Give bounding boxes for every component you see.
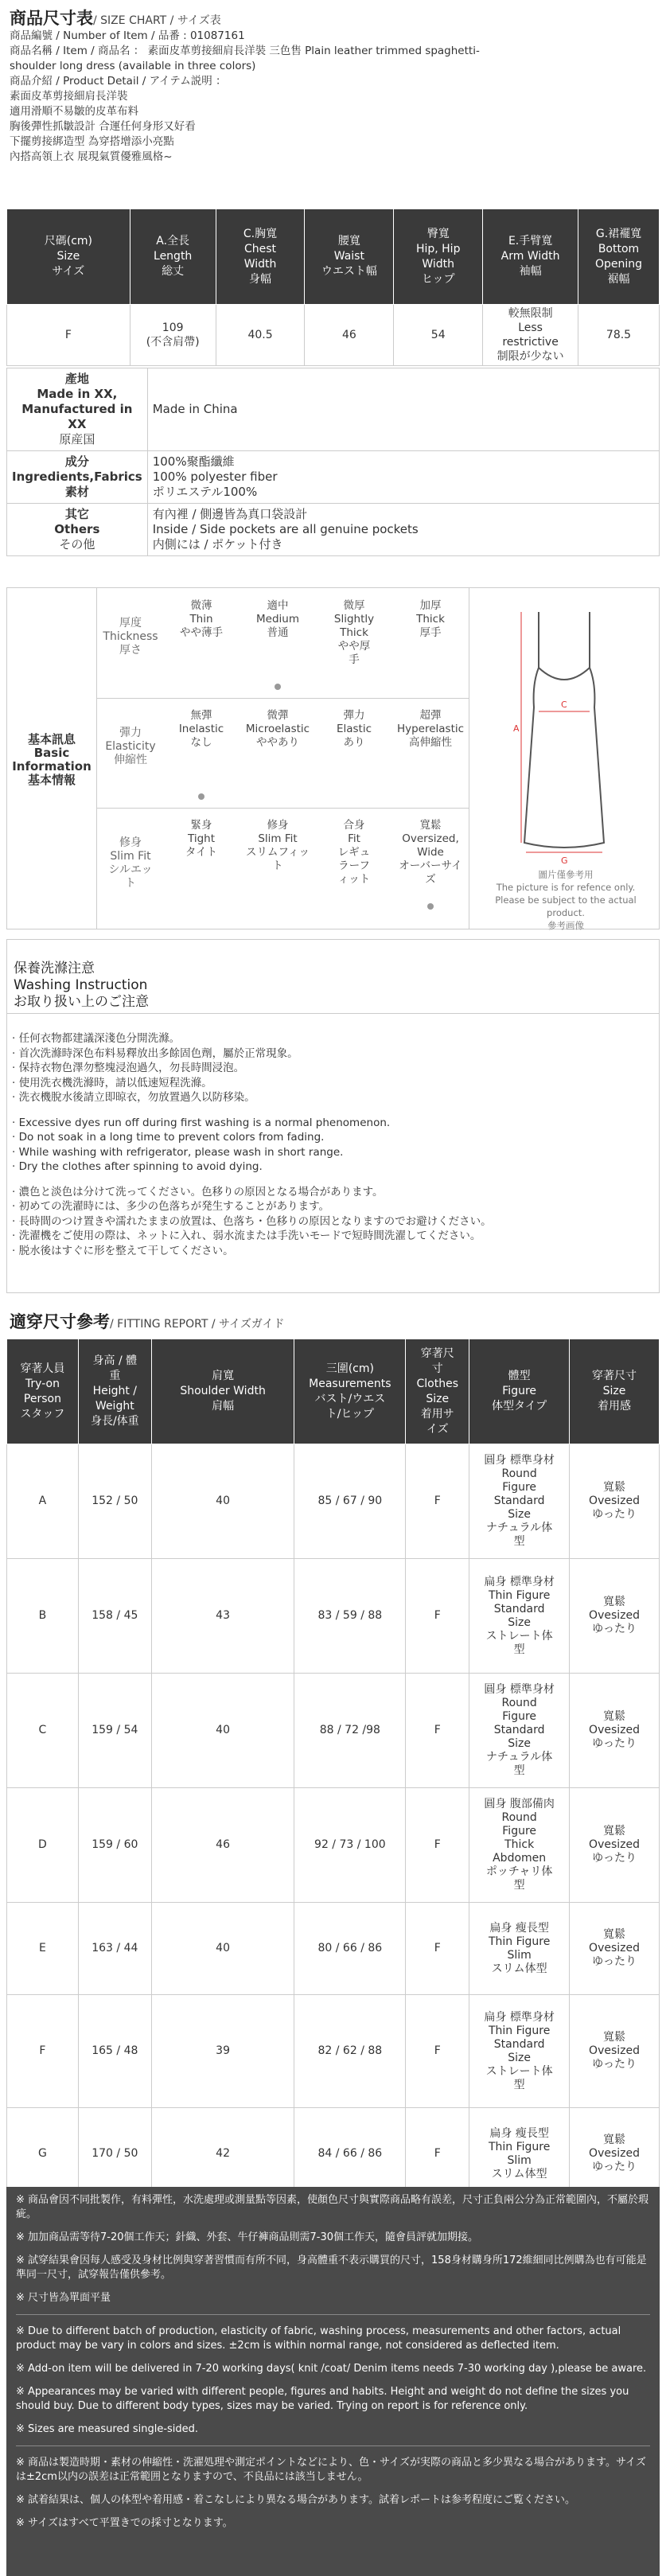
header-line: 內搭高領上衣 展現氣質優雅風格~ bbox=[10, 150, 173, 163]
fitting-cell: F bbox=[406, 1788, 469, 1903]
fitting-cell: F bbox=[406, 2108, 469, 2200]
fitting-cell: F bbox=[406, 1444, 469, 1559]
fitting-cell: F bbox=[7, 1995, 79, 2108]
basic-option: 無彈 Inelastic なし bbox=[178, 709, 224, 749]
fitting-cell: 扁身 標準身材 Thin Figure Standard Size ストレート体 型 bbox=[469, 1995, 570, 2108]
svg-text:A: A bbox=[513, 723, 520, 734]
fitting-cell: 寬鬆 Ovesized ゆったり bbox=[570, 1559, 660, 1674]
header-line: shoulder long dress (available in three colors) bbox=[10, 60, 256, 72]
fitting-cell: 159 / 60 bbox=[78, 1788, 151, 1903]
fitting-cell: 83 / 59 / 88 bbox=[294, 1559, 406, 1674]
size-header: 臀寬 Hip, Hip Width ヒップ bbox=[394, 209, 483, 305]
header-line: 胸後彈性抓皺設計 合運任何身形又好看 bbox=[10, 120, 196, 133]
dress-diagram bbox=[493, 604, 636, 867]
fitting-cell: D bbox=[7, 1788, 79, 1903]
size-header: E.手臂寬 Arm Width 袖幅 bbox=[483, 209, 578, 305]
note-line: ※ Sizes are measured single-sided. bbox=[16, 2423, 199, 2435]
basic-row-label: 彈力 Elasticity 伸縮性 bbox=[105, 727, 156, 766]
basic-row-label: 厚度 Thickness 厚さ bbox=[103, 617, 158, 657]
table-row bbox=[7, 1674, 660, 1788]
note-line: ※ 試穿結果會因每人感受及身材比例與穿著習慣而有所不同，身高體重不表示購買的尺寸，158身材購身所172維細同比例購為也有可能是準同一尺寸，試穿報告僅供參考。 bbox=[16, 2254, 647, 2281]
basic-option: 合身 Fit レギュ ラーフ ィット bbox=[337, 819, 371, 886]
svg-text:C: C bbox=[561, 700, 567, 710]
fitting-header: 肩寬 Shoulder Width 肩幅 bbox=[151, 1339, 294, 1444]
fitting-cell: 寬鬆 Ovesized ゆったり bbox=[570, 1788, 660, 1903]
table-row bbox=[7, 1559, 660, 1674]
info-row bbox=[7, 368, 660, 451]
table-row bbox=[7, 1995, 660, 2108]
basic-option: 彈力 Elastic あり bbox=[336, 709, 372, 749]
selected-dot bbox=[427, 903, 434, 910]
basic-option: 超彈 Hyperelastic 高伸縮性 bbox=[396, 709, 465, 749]
fitting-cell: 40 bbox=[151, 1444, 294, 1559]
fitting-cell: 扁身 標準身材 Thin Figure Standard Size ストレート体 型 bbox=[469, 1559, 570, 1674]
fitting-header: 穿著人員 Try-on Person スタッフ bbox=[7, 1339, 79, 1444]
basic-option: 緊身 Tight タイト bbox=[185, 819, 218, 859]
fitting-cell: 寬鬆 Ovesized ゆったり bbox=[570, 1674, 660, 1788]
fitting-cell: 39 bbox=[151, 1995, 294, 2108]
info-value: 100%聚酯纖維 100% polyester fiber ポリエステル100% bbox=[147, 451, 659, 504]
info-value: 有內裡 / 側邊皆為真口袋設計 Inside / Side pockets are all genuine pockets 内側には / ポケット付き bbox=[147, 504, 659, 556]
header-line: 適用滑順不易皺的皮革布料 bbox=[10, 105, 138, 118]
notes-divider bbox=[16, 2445, 650, 2446]
fitting-cell: 92 / 73 / 100 bbox=[294, 1788, 406, 1903]
fitting-cell: G bbox=[7, 2108, 79, 2200]
header-line: 商品編號 / Number of Item / 品番 : 01087161 bbox=[10, 29, 245, 42]
washing-paragraph: · 濃色と淡色は分けて洗ってください。色移りの原因となる場合があります。 · 初めての洗濯時には、多少の色落ちが発生することがあります。 · 長時間のつけ置きや濡れたままの放置は、色落ち・色移りの原因となりますのでお避けください。 · 洗濯機をご使用の際は、ネットに入れ、弱水流または手洗いモードで短時間洗濯してください。 · 脱水後はすぐに形を整えて干してください。 bbox=[12, 1185, 492, 1257]
size-header: C.胸寬 Chest Width 身幅 bbox=[216, 209, 305, 305]
info-label: 其它 Others その他 bbox=[7, 504, 148, 556]
fitting-report-table bbox=[6, 1339, 660, 2200]
size-cell: 78.5 bbox=[578, 305, 660, 366]
fitting-cell: 159 / 54 bbox=[78, 1674, 151, 1788]
fitting-cell: E bbox=[7, 1903, 79, 1995]
fitting-cell: 寬鬆 Ovesized ゆったり bbox=[570, 2108, 660, 2200]
washing-title: 保養洗滌注意 Washing Instruction お取り扱い上のご注意 bbox=[14, 961, 149, 1010]
note-line: ※ 商品會因不同批製作，有料彈性，水洗處理或測量點等因素，使顏色尺寸與實際商品略有誤差，尺寸正負兩公分為正常範圍內，不屬於瑕疵。 bbox=[16, 2194, 649, 2220]
table-row bbox=[7, 1788, 660, 1903]
product-header bbox=[10, 11, 656, 165]
product-info-table bbox=[6, 368, 660, 556]
fitting-cell: C bbox=[7, 1674, 79, 1788]
fitting-cell: 扁身 瘦長型 Thin Figure Slim スリム体型 bbox=[469, 2108, 570, 2200]
header-line: 下擺剪接綁造型 為穿搭增添小亮點 bbox=[10, 135, 174, 148]
basic-option: 微薄 Thin やや薄手 bbox=[180, 599, 223, 639]
info-label: 產地 Made in XX, Manufactured in XX 原産国 bbox=[7, 368, 148, 451]
fitting-cell: 圓身 腹部備肉 Round Figure Thick Abdomen ポッチャリ体 型 bbox=[469, 1788, 570, 1903]
size-header: 腰寬 Waist ウエスト幅 bbox=[305, 209, 394, 305]
fitting-cell: A bbox=[7, 1444, 79, 1559]
size-header: 尺碼(cm) Size サイズ bbox=[7, 209, 130, 305]
note-line: ※ Add-on item will be delivered in 7-20 working days( knit /coat/ Denim items needs 7-30 working day ),please be aware. bbox=[16, 2363, 647, 2375]
basic-option: 微彈 Microelastic ややあり bbox=[245, 709, 310, 749]
basic-information-panel bbox=[6, 587, 660, 929]
info-row bbox=[7, 451, 660, 504]
fitting-cell: 40 bbox=[151, 1674, 294, 1788]
fitting-cell: 40 bbox=[151, 1903, 294, 1995]
size-cell: 109 (不含肩帶) bbox=[130, 305, 216, 366]
basic-option: 加厚 Thick 厚手 bbox=[416, 599, 445, 639]
basic-option: 微厚 Slightly Thick やや厚 手 bbox=[333, 599, 375, 666]
fitting-header: 穿著尺 寸 Clothes Size 着用サ イズ bbox=[406, 1339, 469, 1444]
fitting-cell: 152 / 50 bbox=[78, 1444, 151, 1559]
fitting-cell: 43 bbox=[151, 1559, 294, 1674]
fitting-cell: 圓身 標準身材 Round Figure Standard Size ナチュラル体 型 bbox=[469, 1444, 570, 1559]
note-line: ※ 加加商品需等待7-20個工作天；針織、外套、牛仔褲商品則需7-30個工作天，隨會員評就加期接。 bbox=[16, 2231, 479, 2243]
washing-body bbox=[12, 1031, 652, 1269]
selected-dot bbox=[275, 684, 281, 690]
size-cell: 40.5 bbox=[216, 305, 305, 366]
header-line: 素面皮革剪接細肩長洋裝 bbox=[10, 90, 128, 103]
note-line: ※ 尺寸皆為單面平量 bbox=[16, 2292, 111, 2304]
table-row bbox=[7, 1444, 660, 1559]
size-chart-title: 商品尺寸表/ SIZE CHART / サイズ表 bbox=[10, 9, 221, 28]
size-cell: 46 bbox=[305, 305, 394, 366]
basic-row-label: 修身 Slim Fit シルエッ ト bbox=[108, 836, 153, 890]
fitting-cell: 寬鬆 Ovesized ゆったり bbox=[570, 1444, 660, 1559]
fitting-cell: 圓身 標準身材 Round Figure Standard Size ナチュラル体 型 bbox=[469, 1674, 570, 1788]
washing-paragraph: · Excessive dyes run off during first washing is a normal phenomenon. · Do not soak in a long time to prevent colors from fading. · While washing with refrigerator, please wash in short range. · Dry the clothes after spinning to avoid dying. bbox=[12, 1116, 391, 1173]
basic-option: 寬鬆 Oversized, Wide オーバーサイ ズ bbox=[399, 819, 462, 886]
info-label: 成分 Ingredients,Fabrics 素材 bbox=[7, 451, 148, 504]
fitting-header: 體型 Figure 体型タイプ bbox=[469, 1339, 570, 1444]
fitting-report-title: 適穿尺寸參考/ FITTING REPORT / サイズガイド bbox=[10, 1312, 285, 1331]
fitting-cell: B bbox=[7, 1559, 79, 1674]
fitting-cell: 42 bbox=[151, 2108, 294, 2200]
header-line: 商品名稱 / Item / 商品名 ： 素面皮革剪接細肩長洋裝 三色售 Plain leather trimmed spaghetti- bbox=[10, 45, 480, 57]
note-line: ※ Due to different batch of production, elasticity of fabric, washing process, measurements and other factors, actual product may be vary in colors and sizes. ±2cm is within normal range, not considered as deflected item. bbox=[16, 2325, 621, 2352]
notes-panel bbox=[6, 2187, 660, 2576]
note-line: ※ 商品は製造時期・素材の伸縮性・洗濯処理や測定ポイントなどにより、色・サイズが実際の商品と多少異なる場合があります。サイズは±2cm以内の誤差は正常範囲となりますので、不良品には該当しません。 bbox=[16, 2457, 646, 2483]
fitting-cell: F bbox=[406, 1903, 469, 1995]
washing-paragraph: · 任何衣物都建議深淺色分開洗滌。 · 首次洗滌時深色布料易釋放出多餘固色劑，屬於正常現象。 · 保持衣物色澤勿整塊浸泡過久，勿長時間浸泡。 · 使用洗衣機洗滌時，請以低速短程洗滌。 · 洗衣機脫水後請立即晾衣，勿放置過久以防移染。 bbox=[12, 1032, 298, 1104]
fitting-cell: F bbox=[406, 1559, 469, 1674]
selected-dot bbox=[198, 793, 204, 800]
fitting-cell: 165 / 48 bbox=[78, 1995, 151, 2108]
header-line: 商品介紹 / Product Detail / アイテム説明 ： bbox=[10, 75, 227, 88]
info-label-sub: その他 bbox=[59, 537, 95, 551]
note-line: ※ Appearances may be varied with different people, figures and habits. Height and weight do not define the sizes you should buy. Due to different body types, sizes may be varied. Trying on report is for reference only. bbox=[16, 2386, 629, 2412]
size-chart-table bbox=[6, 208, 660, 366]
size-cell: 54 bbox=[394, 305, 483, 366]
fitting-cell: 寬鬆 Ovesized ゆったり bbox=[570, 1995, 660, 2108]
fitting-header: 三圍(cm) Measurements バスト/ウエス ト/ヒップ bbox=[294, 1339, 406, 1444]
svg-text:G: G bbox=[561, 855, 568, 866]
info-label-sub: 原産国 bbox=[59, 432, 95, 446]
fitting-cell: 82 / 62 / 88 bbox=[294, 1995, 406, 2108]
fitting-cell: 158 / 45 bbox=[78, 1559, 151, 1674]
notes-divider bbox=[16, 2314, 650, 2315]
fitting-cell: 88 / 72 /98 bbox=[294, 1674, 406, 1788]
note-line: ※ 試着結果は、個人の体型や着用感・着こなしにより異なる場合があります。試着レポートは参考程度にご覧ください。 bbox=[16, 2494, 575, 2506]
fitting-header: 身高 / 體 重 Height / Weight 身長/体重 bbox=[78, 1339, 151, 1444]
fitting-cell: 163 / 44 bbox=[78, 1903, 151, 1995]
info-row bbox=[7, 504, 660, 556]
fitting-cell: 46 bbox=[151, 1788, 294, 1903]
fitting-cell: F bbox=[406, 1674, 469, 1788]
diagram-caption: 圖片僅參考用 The picture is for refence only. Please be subject to the actual product. 參考画像 bbox=[495, 869, 637, 931]
size-cell: 較無限制 Less restrictive 制限が少ない bbox=[483, 305, 578, 366]
size-cell: F bbox=[7, 305, 130, 366]
table-row bbox=[7, 1903, 660, 1995]
basic-info-label: 基本訊息 Basic Information 基本情報 bbox=[12, 732, 92, 787]
fitting-cell: 寬鬆 Ovesized ゆったり bbox=[570, 1903, 660, 1995]
fitting-cell: 170 / 50 bbox=[78, 2108, 151, 2200]
basic-option: 適中 Medium 普通 bbox=[256, 599, 299, 639]
basic-option: 修身 Slim Fit スリムフィッ ト bbox=[246, 819, 310, 872]
fitting-cell: 扁身 瘦長型 Thin Figure Slim スリム体型 bbox=[469, 1903, 570, 1995]
size-header: G.裙襬寬 Bottom Opening 裾幅 bbox=[578, 209, 660, 305]
info-value: Made in China bbox=[147, 368, 659, 451]
product-description bbox=[10, 29, 656, 165]
note-line: ※ サイズはすべて平置きでの採寸となります。 bbox=[16, 2517, 233, 2529]
fitting-cell: F bbox=[406, 1995, 469, 2108]
fitting-cell: 85 / 67 / 90 bbox=[294, 1444, 406, 1559]
size-header: A.全長 Length 総丈 bbox=[130, 209, 216, 305]
fitting-header: 穿著尺寸 Size 着用感 bbox=[570, 1339, 660, 1444]
fitting-cell: 80 / 66 / 86 bbox=[294, 1903, 406, 1995]
fitting-cell: 84 / 66 / 86 bbox=[294, 2108, 406, 2200]
washing-instruction-panel bbox=[6, 939, 660, 1293]
